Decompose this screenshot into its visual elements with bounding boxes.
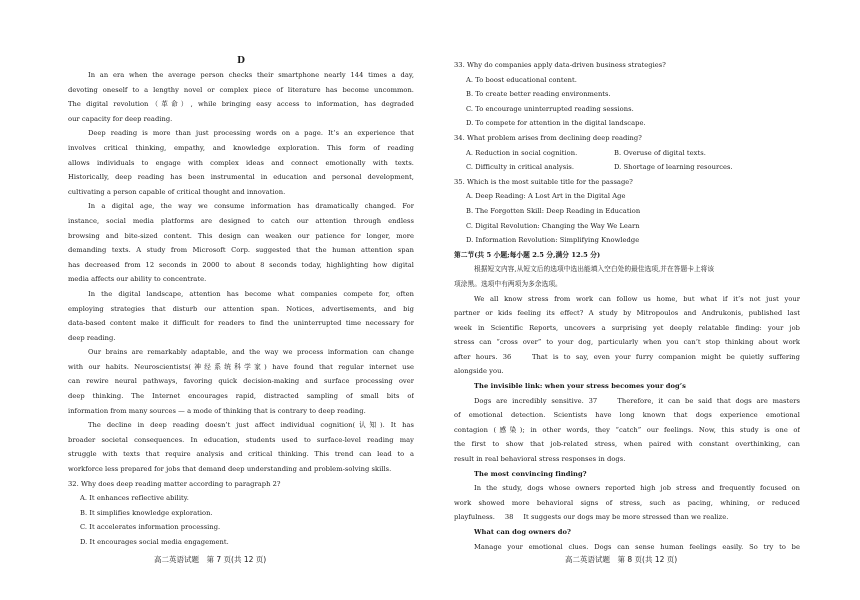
blank-37: 37: [589, 394, 613, 409]
passage-title: D: [237, 56, 245, 66]
subheading: The most convincing finding?: [474, 469, 587, 478]
question-33: 33. Why do companies apply data-driven business strategies?: [454, 61, 666, 69]
paragraph-line: media affects our ability to concentrate.: [68, 275, 207, 284]
paragraph-line: In the study, dogs whose owners reported high job stress and frequently focused on: [474, 484, 800, 493]
paragraph-line: demanding texts. A study from Microsoft Corp. suggested that the human attention span: [68, 246, 414, 255]
section-instructions: 根据短文内容,从短文后的选项中选出能填入空白处的最佳选项,并在答题卡上将该: [474, 265, 715, 274]
option-34-c: C. Difficulty in critical analysis.: [466, 163, 575, 172]
blank-36: 36: [503, 350, 527, 365]
paragraph-line: broader societal consequences. In education, students used to surface-level reading may: [68, 435, 414, 444]
paragraph-line: Manage your emotional clues. Dogs can sense human feelings easily. So try to be: [474, 542, 800, 551]
paragraph-line: of emotional detection. Scientists have long known that dogs experience emotional: [454, 411, 800, 420]
paragraph-text: It suggests our dogs may be more stressed than we realize.: [523, 513, 729, 522]
section-instructions: 项涂黑。选项中有两项为多余选项。: [454, 279, 562, 288]
paragraph-line: alongside you.: [454, 367, 504, 376]
paragraph-line: has decreased from 12 seconds in 2000 to about 8 seconds today, highlighting how digital: [68, 260, 414, 269]
option-33-c: C. To encourage uninterrupted reading sessions.: [466, 104, 634, 113]
paragraph-line: struggle with texts that require analysis and critical thinking. This trend can lead to a: [68, 450, 414, 459]
paragraph-line: stress can “cross over” to your dog, particularly when you can’t stop thinking about work: [454, 338, 800, 347]
paragraph-line: information from many sources — a mode of thinking that is contrary to deep reading.: [68, 406, 366, 415]
option-35-c: C. Digital Revolution: Changing the Way We Learn: [466, 221, 640, 230]
page-footer: 高二英语试题 第 8 页(共 12 页): [565, 555, 678, 564]
paragraph-line: employing strategies that disturb our attention span. Notices, advertisements, and big: [68, 304, 414, 313]
paragraph-line: In a digital age, the way we consume information has dramatically changed. For: [88, 202, 414, 211]
question-32: 32. Why does deep reading matter according to paragraph 2?: [68, 479, 281, 488]
options-34-cd: [454, 160, 800, 175]
section-heading: 第二节(共 5 小题;每小题 2.5 分,满分 12.5 分): [454, 250, 601, 259]
paragraph-line: [454, 350, 800, 365]
paragraph-line: with our habits. Neuroscientists(神经系统科学家) have found that regular internet use: [68, 362, 414, 371]
page-footer: 高二英语试题 第 7 页(共 12 页): [154, 555, 267, 564]
paragraph-line: browsing and bite-sized content. This design can weaken our patience for longer, more: [68, 231, 414, 240]
paragraph-line: [454, 394, 800, 409]
option-33-d: D. To compete for attention in the digital landscape.: [466, 119, 646, 128]
option-32-b: B. It simplifies knowledge exploration.: [80, 508, 213, 517]
subheading: What can dog owners do?: [474, 528, 572, 536]
option-34-a: A. Reduction in social cognition.: [466, 148, 578, 157]
paragraph-line: workforce less prepared for jobs that demand deep understanding and problem-solving skills.: [68, 465, 392, 474]
paragraph-line: The digital revolution（革命）, while bringing easy access to information, has degraded: [68, 100, 414, 109]
paragraph-line: deep reading.: [68, 333, 116, 342]
paragraph-line: cultivating a person capable of critical thought and innovation.: [68, 187, 286, 196]
paragraph-line: deep thinking. The Internet encourages rapid, distracted sampling of small bits of: [68, 392, 414, 401]
paragraph-text: after hours.: [454, 352, 498, 361]
option-35-d: D. Information Revolution: Simplifying Knowledge: [466, 236, 640, 245]
paragraph-line: The decline in deep reading doesn’t just affect individual cognition(认知). It has: [88, 421, 414, 430]
paragraph-line: Deep reading is more than just processing words on a page. It’s an experience that: [88, 129, 414, 138]
paragraph-line: can rewire neural pathways, favoring quick decision-making and surface processing over: [68, 377, 414, 386]
right-page: [430, 0, 860, 600]
subheading: The invisible link: when your stress becomes your dog’s: [474, 382, 686, 391]
paragraph-line: the first to show that job-related stress, when paired with constant overthinking, can: [454, 440, 800, 449]
paragraph-line: In an era when the average person checks their smartphone nearly 144 times a day,: [88, 71, 414, 79]
paragraph-line: contagion (感染); in other words, they “catch” our feelings. Now, this study is one of: [454, 425, 800, 434]
question-35: 35. Which is the most suitable title for the passage?: [454, 177, 633, 186]
paragraph-text: That is to say, even your furry companion might be quietly suffering: [532, 352, 800, 361]
option-34-d: D. Shortage of learning resources.: [614, 163, 733, 172]
option-32-c: C. It accelerates information processing.: [80, 523, 221, 532]
paragraph-line: instance, social media platforms are designed to catch our attention through endless: [68, 216, 414, 225]
question-34: 34. What problem arises from declining deep reading?: [454, 133, 642, 142]
option-32-a: A. It enhances reflective ability.: [80, 494, 189, 503]
paragraph-line: data-based content make it difficult for readers to find the uninterrupted time necessary for: [68, 319, 414, 328]
paragraph-line: work showed more behavioral signs of stress, such as pacing, whining, or reduced: [454, 498, 800, 507]
options-34-ab: [454, 146, 800, 161]
paragraph-line: Historically, deep reading has been instrumental in education and personal development,: [68, 173, 414, 182]
paragraph-line: allows individuals to engage with complex ideas and connect emotionally with texts.: [68, 158, 414, 167]
paragraph-line: We all know stress from work can follow us home, but what if it’s not just your: [474, 294, 800, 303]
paragraph-line: involves critical thinking, empathy, and knowledge exploration. This form of reading: [68, 143, 414, 152]
paragraph-text: Dogs are incredibly sensitive.: [474, 396, 584, 405]
paragraph-line: Our brains are remarkably adaptable, and the way we process information can change: [88, 348, 414, 357]
blank-38: 38: [497, 510, 521, 525]
option-35-a: A. Deep Reading: A Lost Art in the Digital Age: [466, 192, 626, 201]
option-34-b: B. Overuse of digital texts.: [614, 148, 706, 157]
paragraph-line: In the digital landscape, attention has become what companies compete for, often: [88, 289, 414, 298]
paragraph-text: playfulness.: [454, 513, 495, 522]
paragraph-line: our capacity for deep reading.: [68, 114, 173, 123]
paragraph-line: partner or kids feeling its effect? A study by Mitropoulos and Andrukonis, published last: [454, 309, 800, 318]
option-35-b: B. The Forgotten Skill: Deep Reading in Education: [466, 206, 641, 215]
option-33-b: B. To create better reading environments.: [466, 90, 611, 99]
option-33-a: A. To boost educational content.: [466, 75, 577, 84]
paragraph-line: result in real behavioral stress responses in dogs.: [454, 455, 626, 464]
paragraph-line: devoting oneself to a lengthy novel or complex piece of literature has become uncommon.: [68, 85, 414, 94]
option-32-d: D. It encourages social media engagement.: [80, 538, 229, 546]
paragraph-line: [454, 510, 800, 525]
paragraph-line: week in Scientific Reports, uncovers a surprising yet deeply relatable finding: your job: [454, 323, 800, 332]
paragraph-text: Therefore, it can be said that dogs are masters: [617, 396, 800, 405]
